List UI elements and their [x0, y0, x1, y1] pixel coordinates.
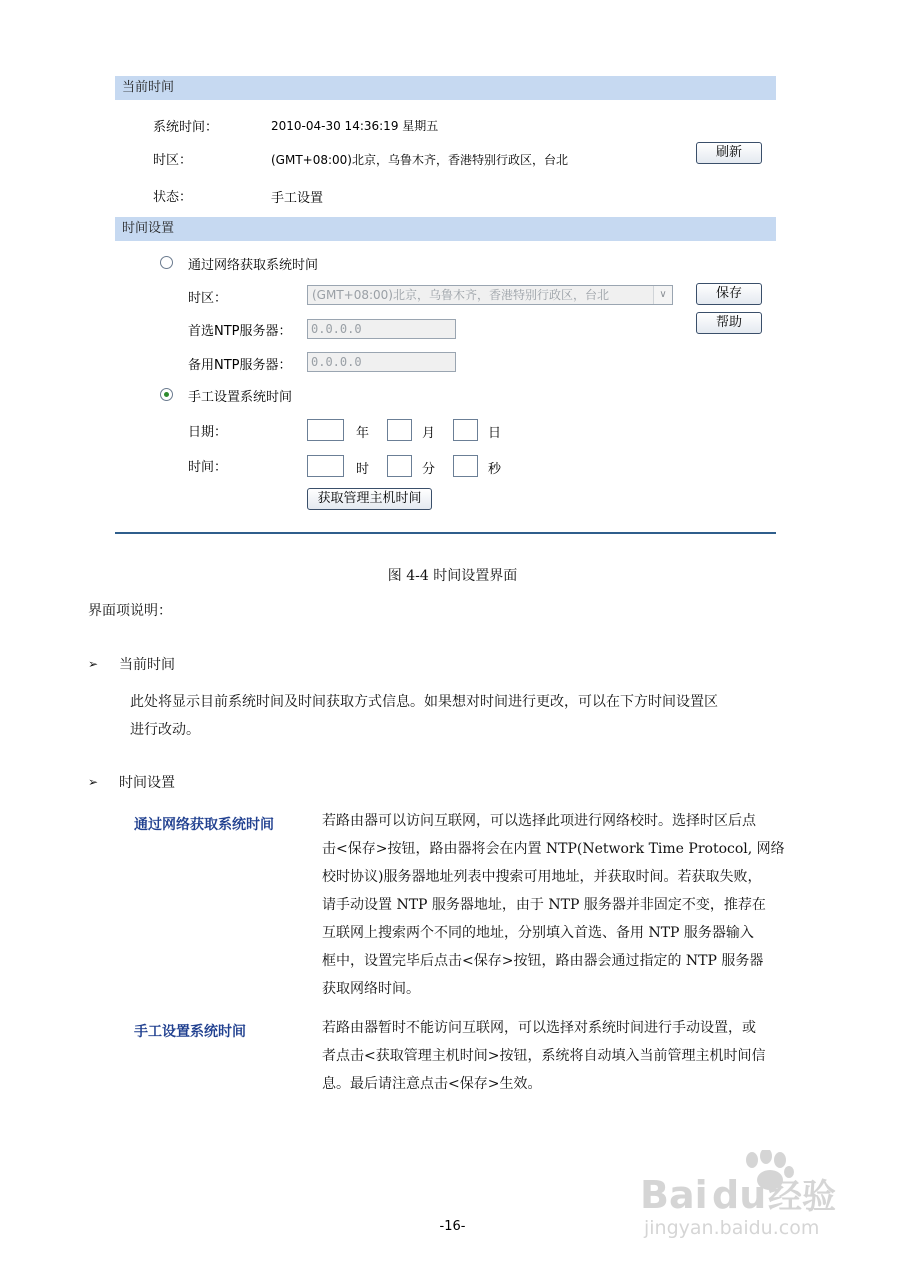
second-unit: 秒 — [488, 462, 502, 477]
paragraph-line: 若路由器暂时不能访问互联网，可以选择对系统时间进行手动设置，或 — [322, 1020, 756, 1036]
manual-time-radio[interactable] — [160, 388, 173, 401]
panel-bottom-divider — [115, 532, 776, 534]
paragraph-line: 互联网上搜索两个不同的地址，分别填入首选、备用 NTP 服务器输入 — [322, 925, 754, 941]
manual-time-description — [322, 1014, 765, 1098]
svg-text:jingyan.baidu.com: jingyan.baidu.com — [644, 1217, 820, 1239]
date-label: 日期： — [188, 425, 228, 440]
manual-time-option-label: 手工设置系统时间 — [188, 390, 293, 405]
system-time-value: 2010-04-30 14:36:19 星期五 — [271, 119, 439, 133]
paragraph-line: 息。最后请注意点击<保存>生效。 — [322, 1076, 542, 1092]
network-time-radio[interactable] — [160, 256, 173, 269]
timezone-value: (GMT+08:00)北京，乌鲁木齐，香港特别行政区，台北 — [271, 153, 568, 167]
section-title-current-time: 当前时间 — [119, 657, 175, 673]
bullet-icon: ➢ — [88, 657, 99, 671]
svg-text:Bai: Bai — [640, 1173, 708, 1217]
status-value: 手工设置 — [271, 191, 324, 206]
chevron-down-icon: ∨ — [653, 286, 672, 304]
paragraph-line: 进行改动。 — [130, 722, 200, 738]
paragraph-line: 此处将显示目前系统时间及时间获取方式信息。如果想对时间进行更改，可以在下方时间设置区 — [130, 694, 718, 710]
paragraph-line: 者点击<获取管理主机时间>按钮，系统将自动填入当前管理主机时间信 — [322, 1048, 766, 1064]
svg-text:du: du — [712, 1173, 767, 1217]
svg-text:经验: 经验 — [768, 1177, 836, 1217]
paragraph-line: 请手动设置 NTP 服务器地址，由于 NTP 服务器并非固定不变，推荐在 — [322, 897, 766, 913]
primary-ntp-label: 首选NTP服务器： — [188, 324, 292, 339]
month-input[interactable] — [387, 419, 412, 441]
backup-ntp-input[interactable]: 0.0.0.0 — [307, 352, 456, 372]
minute-input[interactable] — [387, 455, 412, 477]
term-manual-time: 手工设置系统时间 — [134, 1024, 246, 1040]
timezone-label: 时区： — [153, 153, 193, 168]
month-unit: 月 — [422, 426, 436, 441]
paragraph-line: 校时协议)服务器地址列表中搜索可用地址，并获取时间。若获取失败， — [322, 869, 762, 885]
intro-text: 界面项说明： — [88, 603, 172, 619]
current-time-header: 当前时间 — [115, 76, 776, 100]
network-time-option-label: 通过网络获取系统时间 — [188, 258, 319, 273]
radio-selected-dot — [164, 392, 169, 397]
day-input[interactable] — [453, 419, 478, 441]
hour-input[interactable] — [307, 455, 344, 477]
primary-ntp-input[interactable]: 0.0.0.0 — [307, 319, 456, 339]
status-label: 状态： — [153, 190, 193, 205]
page-number: -16- — [439, 1219, 466, 1234]
time-settings-header: 时间设置 — [115, 217, 776, 241]
ntp-timezone-label: 时区： — [188, 291, 228, 306]
time-settings-panel — [115, 76, 776, 535]
term-network-time: 通过网络获取系统时间 — [134, 817, 274, 833]
minute-unit: 分 — [422, 462, 436, 477]
paragraph-line: 击<保存>按钮，路由器将会在内置 NTP(Network Time Protocol, 网络 — [322, 841, 785, 857]
paragraph-line: 框中，设置完毕后点击<保存>按钮，路由器会通过指定的 NTP 服务器 — [322, 953, 764, 969]
hour-unit: 时 — [356, 462, 370, 477]
paragraph-line: 若路由器可以访问互联网，可以选择此项进行网络校时。选择时区后点 — [322, 813, 756, 829]
day-unit: 日 — [488, 426, 502, 441]
year-unit: 年 — [356, 426, 370, 441]
paragraph-line: 获取网络时间。 — [322, 981, 420, 997]
system-time-label: 系统时间： — [153, 120, 219, 135]
bullet-icon: ➢ — [88, 775, 99, 789]
help-button[interactable]: 帮助 — [696, 312, 762, 334]
section-title-time-settings: 时间设置 — [119, 775, 175, 791]
figure-caption: 图 4-4 时间设置界面 — [387, 568, 518, 584]
get-host-time-button[interactable]: 获取管理主机时间 — [307, 488, 432, 510]
timezone-select-value: (GMT+08:00)北京，乌鲁木齐，香港特别行政区，台北 — [312, 288, 609, 302]
timezone-select[interactable] — [307, 285, 673, 305]
second-input[interactable] — [453, 455, 478, 477]
backup-ntp-label: 备用NTP服务器： — [188, 358, 292, 373]
save-button[interactable]: 保存 — [696, 283, 762, 305]
year-input[interactable] — [307, 419, 344, 441]
refresh-button[interactable]: 刷新 — [696, 142, 762, 164]
section1-paragraph — [130, 688, 718, 744]
time-label: 时间： — [188, 460, 228, 475]
network-time-description — [322, 807, 785, 1003]
